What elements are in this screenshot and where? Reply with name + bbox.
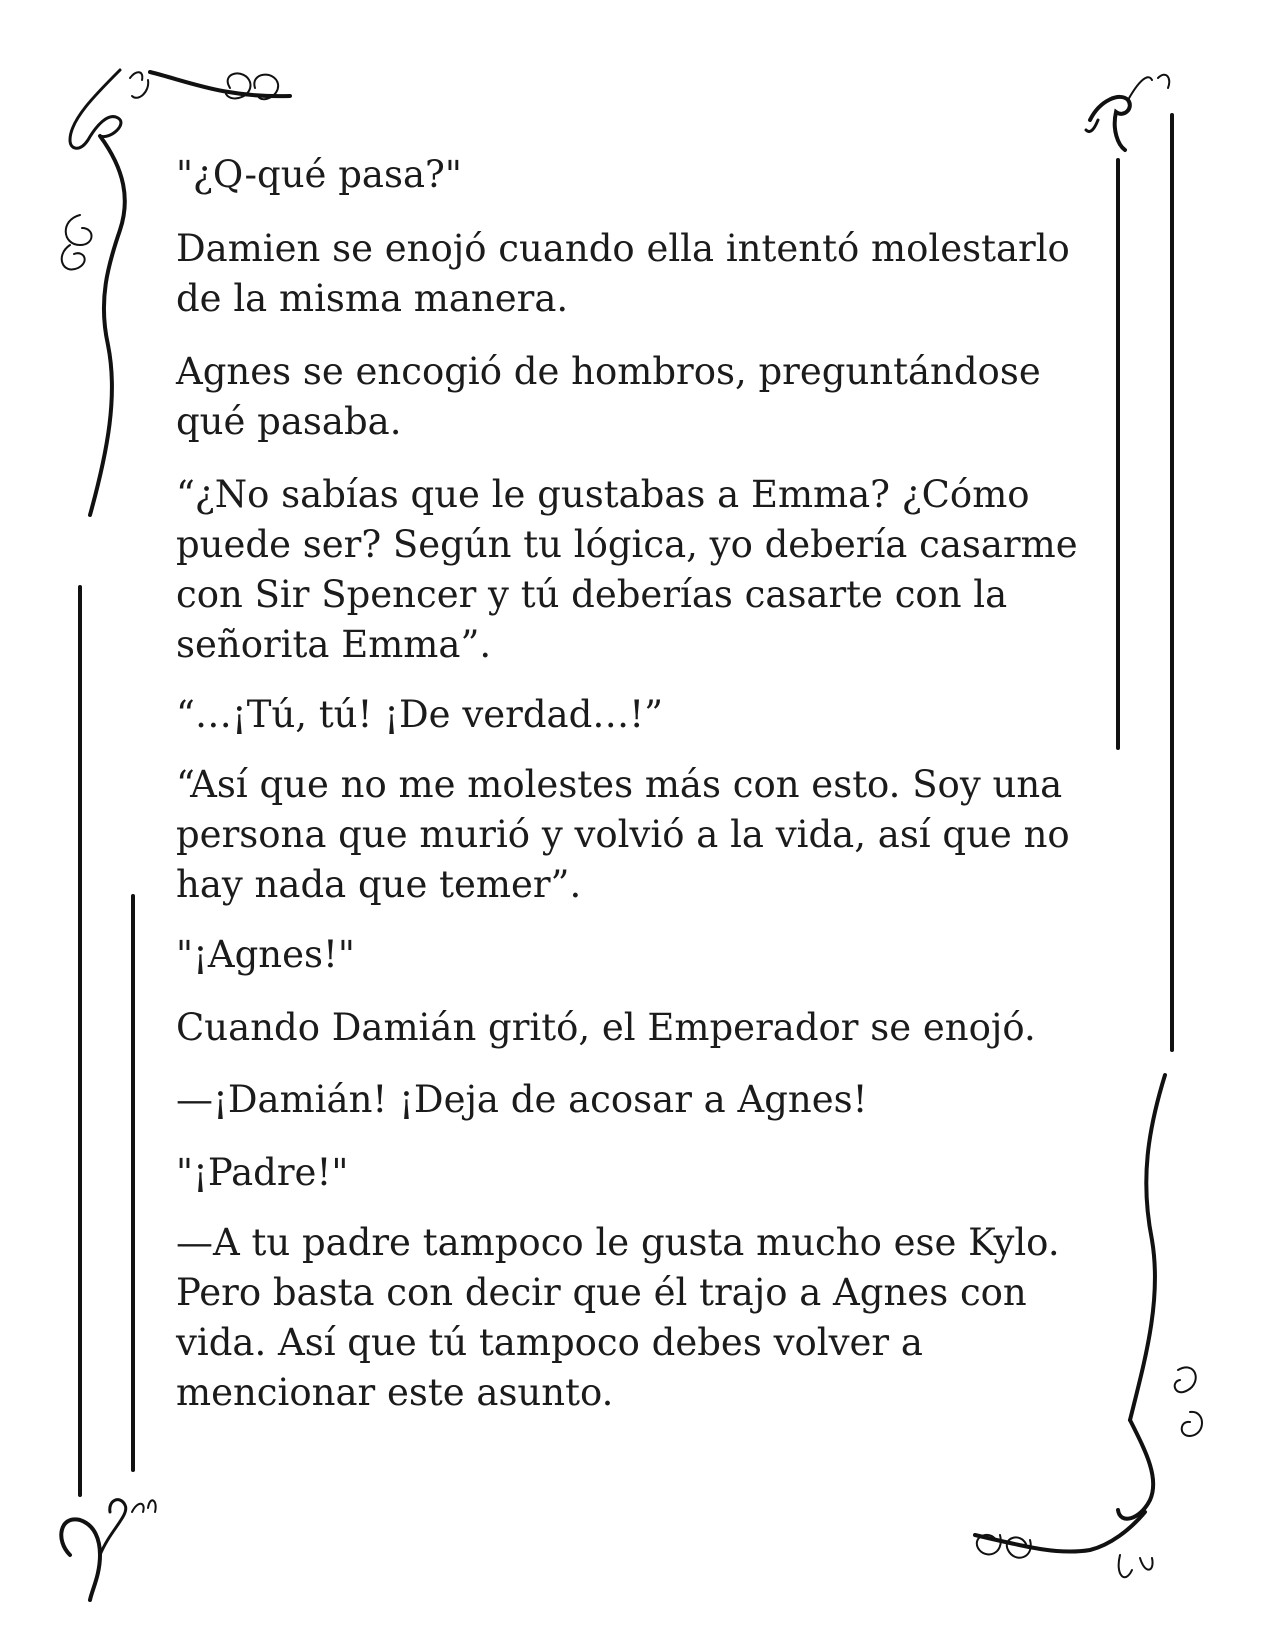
paragraph-2: Damien se enojó cuando ella intentó molestarlo de la misma manera. <box>176 227 1070 320</box>
paragraph-6: “Así que no me molestes más con esto. Soy una persona que murió y volvió a la vida, así que no hay nada que temer”. <box>176 763 1070 906</box>
paragraph-1: "¿Q-qué pasa?" <box>176 153 462 196</box>
paragraph-3: Agnes se encogió de hombros, preguntándose qué pasaba. <box>176 350 1041 443</box>
paragraph-5: “…¡Tú, tú! ¡De verdad…!” <box>176 693 664 736</box>
paragraph-8: Cuando Damián gritó, el Emperador se enojó. <box>176 1006 1036 1049</box>
bottom-left-flourish-icon <box>61 1500 155 1600</box>
paragraph-10: "¡Padre!" <box>176 1151 349 1194</box>
paragraph-7: "¡Agnes!" <box>176 933 355 976</box>
top-right-flourish-icon <box>1086 75 1169 150</box>
paragraph-9: —¡Damián! ¡Deja de acosar a Agnes! <box>176 1078 868 1121</box>
paragraph-11: —A tu padre tampoco le gusta mucho ese Kylo. Pero basta con decir que él trajo a Agnes con vida. Así que tú tampoco debes volver a mencionar este asunto. <box>176 1221 1060 1414</box>
paragraph-4: “¿No sabías que le gustabas a Emma? ¿Cómo puede ser? Según tu lógica, yo debería casarme con Sir Spencer y tú deberías casarte con la señorita Emma”. <box>176 473 1078 666</box>
